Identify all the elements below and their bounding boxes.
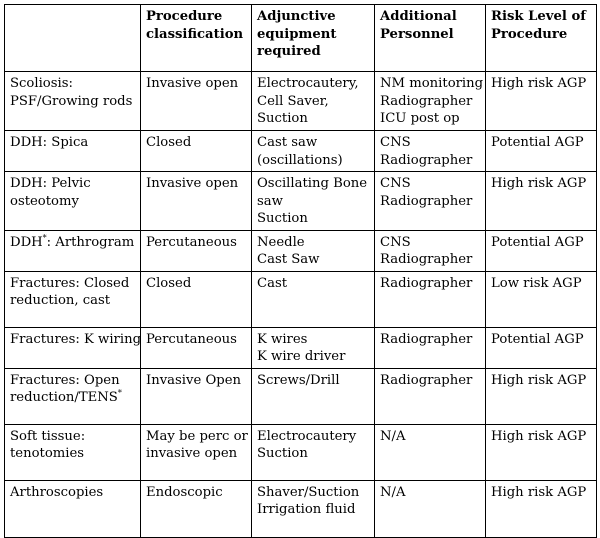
classification-cell	[141, 72, 252, 131]
equipment-cell	[252, 368, 375, 424]
cell-line: PSF/Growing rods	[10, 93, 133, 109]
cell-line: Radiographer	[380, 193, 473, 209]
classification-cell	[141, 368, 252, 424]
cell-line: Cell Saver,	[257, 93, 329, 109]
table-row	[5, 271, 597, 327]
personnel-cell	[375, 172, 486, 231]
classification-cell	[141, 424, 252, 480]
table-row	[5, 480, 597, 537]
equipment-cell	[252, 271, 375, 327]
risk-cell	[486, 230, 597, 271]
cell-line: High risk AGP	[491, 176, 587, 191]
header-risk: Risk Level of Procedure	[486, 5, 597, 72]
cell-line: CNS	[380, 234, 411, 250]
cell-line: reduction/TENS*	[10, 388, 122, 405]
procedure-cell	[5, 424, 141, 480]
equipment-cell	[252, 131, 375, 172]
cell-line: K wires	[257, 331, 308, 347]
cell-line: Suction	[257, 111, 308, 126]
cell-line: Fractures: Closed	[10, 275, 130, 291]
cell-line: Fractures: K wiring	[10, 331, 142, 347]
risk-cell	[486, 480, 597, 537]
table-row	[5, 424, 597, 480]
table-row	[5, 172, 597, 231]
cell-line: Radiographer	[380, 275, 473, 291]
header-classification: Procedure classification	[141, 5, 252, 72]
cell-line: Low risk AGP	[491, 275, 582, 291]
cell-line: CNS	[380, 176, 411, 191]
procedure-cell	[5, 172, 141, 231]
classification-cell	[141, 230, 252, 271]
cell-line: NM monitoring	[380, 76, 484, 91]
cell-line: Radiographer	[380, 331, 473, 347]
cell-line: Invasive open	[146, 76, 239, 91]
header-personnel: Additional Personnel	[375, 5, 486, 72]
classification-cell	[141, 172, 252, 231]
cell-line: Radiographer	[380, 152, 473, 168]
cell-line: Potential AGP	[491, 331, 584, 347]
cell-line: Cast	[257, 275, 288, 291]
cell-line: (oscillations)	[257, 152, 343, 168]
header-row	[5, 5, 597, 72]
cell-line: CNS	[380, 135, 411, 150]
equipment-cell	[252, 424, 375, 480]
cell-line: tenotomies	[10, 446, 85, 461]
cell-line: saw	[257, 193, 283, 209]
cell-line: Invasive open	[146, 176, 239, 191]
equipment-cell	[252, 327, 375, 368]
risk-cell	[486, 327, 597, 368]
table-row	[5, 230, 597, 271]
classification-cell	[141, 327, 252, 368]
cell-line: Electrocautery,	[257, 76, 359, 91]
personnel-cell	[375, 424, 486, 480]
cell-line: Cast saw	[257, 135, 318, 150]
cell-line: Radiographer	[380, 252, 473, 267]
procedure-cell	[5, 480, 141, 537]
header-procedure	[5, 5, 141, 72]
cell-line: ICU post op	[380, 111, 460, 126]
personnel-cell	[375, 271, 486, 327]
cell-line: Percutaneous	[146, 331, 237, 347]
risk-cell	[486, 368, 597, 424]
procedures-table	[4, 4, 597, 538]
cell-line: Irrigation fluid	[257, 502, 356, 517]
classification-cell	[141, 480, 252, 537]
cell-line: Closed	[146, 135, 192, 150]
risk-cell	[486, 271, 597, 327]
cell-line: High risk AGP	[491, 76, 587, 91]
cell-line: Radiographer	[380, 93, 473, 109]
equipment-cell	[252, 72, 375, 131]
cell-line: DDH: Spica	[10, 135, 89, 150]
cell-line: May be perc or	[146, 428, 248, 444]
personnel-cell	[375, 131, 486, 172]
cell-line: Soft tissue:	[10, 428, 86, 444]
cell-line: Radiographer	[380, 372, 473, 388]
cell-line: Electrocautery	[257, 428, 357, 444]
cell-line: DDH*: Arthrogram	[10, 233, 135, 250]
table-row	[5, 327, 597, 368]
personnel-cell	[375, 368, 486, 424]
cell-line: Oscillating Bone	[257, 176, 368, 191]
personnel-cell	[375, 72, 486, 131]
cell-line: invasive open	[146, 446, 238, 461]
cell-line: Scoliosis:	[10, 76, 73, 91]
cell-line: Arthroscopies	[10, 484, 104, 500]
table-row	[5, 131, 597, 172]
cell-line: Endoscopic	[146, 484, 223, 500]
risk-cell	[486, 172, 597, 231]
cell-line: High risk AGP	[491, 484, 587, 500]
risk-cell	[486, 72, 597, 131]
risk-cell	[486, 424, 597, 480]
table-row	[5, 368, 597, 424]
cell-line: High risk AGP	[491, 428, 587, 444]
equipment-cell	[252, 480, 375, 537]
cell-line: Closed	[146, 275, 192, 291]
cell-line: Fractures: Open	[10, 372, 120, 388]
procedure-cell	[5, 72, 141, 131]
personnel-cell	[375, 480, 486, 537]
cell-line: Percutaneous	[146, 234, 237, 250]
cell-line: N/A	[380, 428, 406, 444]
classification-cell	[141, 131, 252, 172]
cell-line: Needle	[257, 234, 305, 250]
cell-line: N/A	[380, 484, 406, 500]
cell-line: Suction	[257, 446, 308, 461]
cell-line: K wire driver	[257, 349, 346, 364]
procedure-cell	[5, 327, 141, 368]
cell-line: Suction	[257, 211, 308, 226]
equipment-cell	[252, 230, 375, 271]
procedure-cell	[5, 230, 141, 271]
personnel-cell	[375, 230, 486, 271]
cell-line: High risk AGP	[491, 372, 587, 388]
cell-line: Potential AGP	[491, 234, 584, 250]
cell-line: DDH: Pelvic	[10, 176, 91, 191]
procedure-cell	[5, 271, 141, 327]
cell-line: Cast Saw	[257, 252, 320, 267]
cell-line: Invasive Open	[146, 372, 241, 388]
table-row	[5, 72, 597, 131]
cell-line: Shaver/Suction	[257, 484, 360, 500]
header-equipment: Adjunctive equipment required	[252, 5, 375, 72]
equipment-cell	[252, 172, 375, 231]
procedure-cell	[5, 368, 141, 424]
personnel-cell	[375, 327, 486, 368]
cell-line: osteotomy	[10, 193, 79, 209]
cell-line: Screws/Drill	[257, 372, 340, 388]
classification-cell	[141, 271, 252, 327]
cell-line: Potential AGP	[491, 135, 584, 150]
cell-line: reduction, cast	[10, 293, 111, 308]
procedure-cell	[5, 131, 141, 172]
risk-cell	[486, 131, 597, 172]
